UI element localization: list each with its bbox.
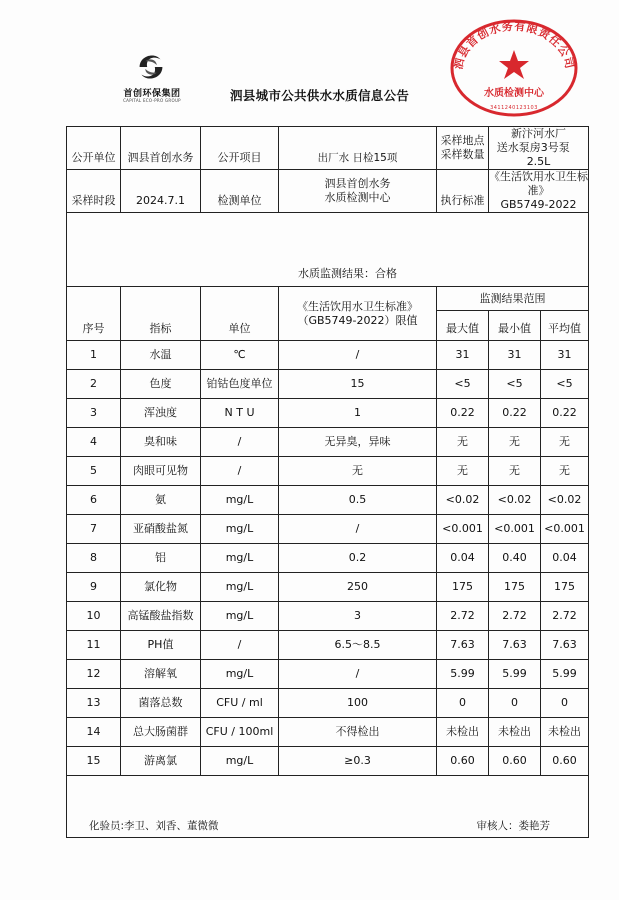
svg-text:水质检测中心: 水质检测中心 (484, 88, 544, 99)
row-max: 0.04 (437, 544, 489, 573)
row-unit: CFU / ml (201, 689, 279, 718)
logo-name: 首创环保集团 (123, 89, 181, 99)
row-index-name: 铝 (121, 544, 201, 573)
sample-quantity: 2.5L (526, 155, 551, 168)
row-index-name: 氯化物 (121, 573, 201, 602)
row-max: 2.72 (437, 602, 489, 631)
row-avg: <0.001 (541, 515, 589, 544)
location-value-2 (489, 141, 588, 169)
row-min: <0.02 (489, 486, 541, 515)
row-seq: 15 (67, 747, 121, 776)
header-max: 最大值 (437, 311, 489, 341)
location-label-2: 采样数量 (440, 148, 485, 161)
row-max: 175 (437, 573, 489, 602)
table-row (67, 631, 589, 660)
logo-subtitle: CAPITAL ECO-PRO GROUP (123, 98, 181, 103)
result-summary: 水质监测结果：合格 (67, 263, 589, 287)
row-index-name: 水温 (121, 341, 201, 370)
row-limit: 0.2 (279, 544, 437, 573)
row-limit: 无 (279, 457, 437, 486)
row-unit: mg/L (201, 544, 279, 573)
row-avg: 5.99 (541, 660, 589, 689)
row-index-name: 游离氯 (121, 747, 201, 776)
row-avg: 0.22 (541, 399, 589, 428)
row-max: 0 (437, 689, 489, 718)
std-label: 执行标准 (437, 170, 489, 213)
row-unit: N T U (201, 399, 279, 428)
testers: 化验员:李卫、刘香、董微微 (89, 820, 219, 832)
row-min: 31 (489, 341, 541, 370)
table-row (67, 602, 589, 631)
row-limit: / (279, 515, 437, 544)
row-avg: 2.72 (541, 602, 589, 631)
header-row-1 (67, 287, 589, 311)
row-avg: 31 (541, 341, 589, 370)
official-seal-icon (448, 14, 580, 118)
row-index-name: 亚硝酸盐氮 (121, 515, 201, 544)
row-limit: / (279, 660, 437, 689)
header-limit (279, 287, 437, 341)
row-min: 无 (489, 457, 541, 486)
table-row (67, 747, 589, 776)
row-seq: 12 (67, 660, 121, 689)
header-index: 指标 (121, 287, 201, 341)
row-avg: 0.60 (541, 747, 589, 776)
row-limit: 15 (279, 370, 437, 399)
row-avg: 175 (541, 573, 589, 602)
table-row (67, 457, 589, 486)
row-index-name: 臭和味 (121, 428, 201, 457)
row-seq: 11 (67, 631, 121, 660)
row-seq: 9 (67, 573, 121, 602)
table-row (67, 573, 589, 602)
page-title: 泗县城市公共供水水质信息公告 (230, 88, 410, 103)
table-row (67, 718, 589, 747)
row-limit: 无异臭，异味 (279, 428, 437, 457)
row-max: 0.22 (437, 399, 489, 428)
table-row (67, 399, 589, 428)
row-unit: / (201, 631, 279, 660)
row-max: 无 (437, 457, 489, 486)
header-range: 监测结果范围 (437, 287, 589, 311)
row-max: 0.60 (437, 747, 489, 776)
company-logo (112, 48, 192, 104)
row-index-name: 高锰酸盐指数 (121, 602, 201, 631)
row-limit: 1 (279, 399, 437, 428)
table-row (67, 370, 589, 399)
info-row-2 (67, 170, 589, 213)
row-unit: mg/L (201, 660, 279, 689)
row-unit: CFU / 100ml (201, 718, 279, 747)
time-label: 采样时段 (67, 170, 121, 213)
row-unit: mg/L (201, 602, 279, 631)
row-seq: 14 (67, 718, 121, 747)
row-limit: / (279, 341, 437, 370)
data-rows (67, 341, 589, 776)
row-seq: 3 (67, 399, 121, 428)
std-value (489, 170, 589, 213)
table-row (67, 689, 589, 718)
row-limit: ≥0.3 (279, 747, 437, 776)
row-avg: 0 (541, 689, 589, 718)
row-seq: 5 (67, 457, 121, 486)
item-label: 公开项目 (201, 127, 279, 170)
row-min: 0.60 (489, 747, 541, 776)
table-row (67, 486, 589, 515)
row-seq: 6 (67, 486, 121, 515)
row-index-name: 浑浊度 (121, 399, 201, 428)
row-min: 175 (489, 573, 541, 602)
row-min: 0.22 (489, 399, 541, 428)
row-min: 7.63 (489, 631, 541, 660)
header-unit: 单位 (201, 287, 279, 341)
svg-text:泗县首创水务有限责任公司: 泗县首创水务有限责任公司 (451, 19, 577, 71)
row-limit: 3 (279, 602, 437, 631)
header-min: 最小值 (489, 311, 541, 341)
row-min: 2.72 (489, 602, 541, 631)
row-avg: 7.63 (541, 631, 589, 660)
row-max: <5 (437, 370, 489, 399)
row-seq: 7 (67, 515, 121, 544)
header-avg: 平均值 (541, 311, 589, 341)
table-row (67, 428, 589, 457)
row-seq: 4 (67, 428, 121, 457)
row-seq: 13 (67, 689, 121, 718)
row-max: 5.99 (437, 660, 489, 689)
row-avg: <0.02 (541, 486, 589, 515)
row-limit: 0.5 (279, 486, 437, 515)
row-index-name: 总大肠菌群 (121, 718, 201, 747)
row-avg: 0.04 (541, 544, 589, 573)
publisher-value: 泗县首创水务 (121, 127, 201, 170)
table-row (67, 515, 589, 544)
row-avg: 未检出 (541, 718, 589, 747)
row-min: 未检出 (489, 718, 541, 747)
location-pump: 送水泵房3号泵 (496, 141, 570, 154)
water-quality-table (66, 126, 589, 838)
std-value-2: GB5749-2022 (500, 198, 577, 211)
signature-area (67, 776, 589, 838)
row-index-name: 菌落总数 (121, 689, 201, 718)
row-limit: 250 (279, 573, 437, 602)
location-value-1: 新汴河水厂 (511, 127, 566, 140)
row-min: <5 (489, 370, 541, 399)
row-min: 0.40 (489, 544, 541, 573)
row-min: <0.001 (489, 515, 541, 544)
lab-value-2: 水质检测中心 (324, 191, 391, 204)
header-seq: 序号 (67, 287, 121, 341)
row-limit: 100 (279, 689, 437, 718)
table-row (67, 660, 589, 689)
row-max: 31 (437, 341, 489, 370)
row-unit: mg/L (201, 747, 279, 776)
time-value: 2024.7.1 (121, 170, 201, 213)
header-limit-2: （GB5749-2022）限值 (297, 313, 418, 327)
row-index-name: 肉眼可见物 (121, 457, 201, 486)
row-unit: 铂钴色度单位 (201, 370, 279, 399)
location-label (437, 127, 489, 170)
row-avg: <5 (541, 370, 589, 399)
row-seq: 8 (67, 544, 121, 573)
item-value: 出厂水 日检15项 (279, 127, 437, 170)
row-index-name: PH值 (121, 631, 201, 660)
location-label-1: 采样地点 (440, 134, 485, 147)
std-value-1: 《生活饮用水卫生标准》 (489, 170, 588, 197)
row-limit: 不得检出 (279, 718, 437, 747)
table-row (67, 544, 589, 573)
row-min: 5.99 (489, 660, 541, 689)
location-value (489, 127, 589, 170)
row-min: 无 (489, 428, 541, 457)
lab-value (279, 170, 437, 213)
row-unit: / (201, 457, 279, 486)
row-unit: ℃ (201, 341, 279, 370)
result-row (67, 263, 589, 287)
svg-text:3411240123103: 3411240123103 (490, 105, 538, 111)
row-index-name: 色度 (121, 370, 201, 399)
row-max: <0.02 (437, 486, 489, 515)
row-max: 无 (437, 428, 489, 457)
row-seq: 2 (67, 370, 121, 399)
row-min: 0 (489, 689, 541, 718)
row-avg: 无 (541, 428, 589, 457)
row-limit: 6.5～8.5 (279, 631, 437, 660)
row-index-name: 溶解氧 (121, 660, 201, 689)
lab-value-1: 泗县首创水务 (324, 177, 391, 190)
footer-row (67, 776, 589, 838)
row-max: 7.63 (437, 631, 489, 660)
row-unit: mg/L (201, 486, 279, 515)
row-max: 未检出 (437, 718, 489, 747)
logo-mark-icon (132, 48, 170, 86)
reviewer: 审核人：娄艳芳 (476, 820, 550, 832)
row-avg: 无 (541, 457, 589, 486)
row-seq: 10 (67, 602, 121, 631)
row-seq: 1 (67, 341, 121, 370)
row-unit: mg/L (201, 515, 279, 544)
spacer-row (67, 213, 589, 263)
row-unit: mg/L (201, 573, 279, 602)
row-index-name: 氨 (121, 486, 201, 515)
table-row (67, 341, 589, 370)
publisher-label: 公开单位 (67, 127, 121, 170)
row-max: <0.001 (437, 515, 489, 544)
row-unit: / (201, 428, 279, 457)
lab-label: 检测单位 (201, 170, 279, 213)
header-limit-1: 《生活饮用水卫生标准》 (297, 299, 418, 313)
info-row-1 (67, 127, 589, 170)
